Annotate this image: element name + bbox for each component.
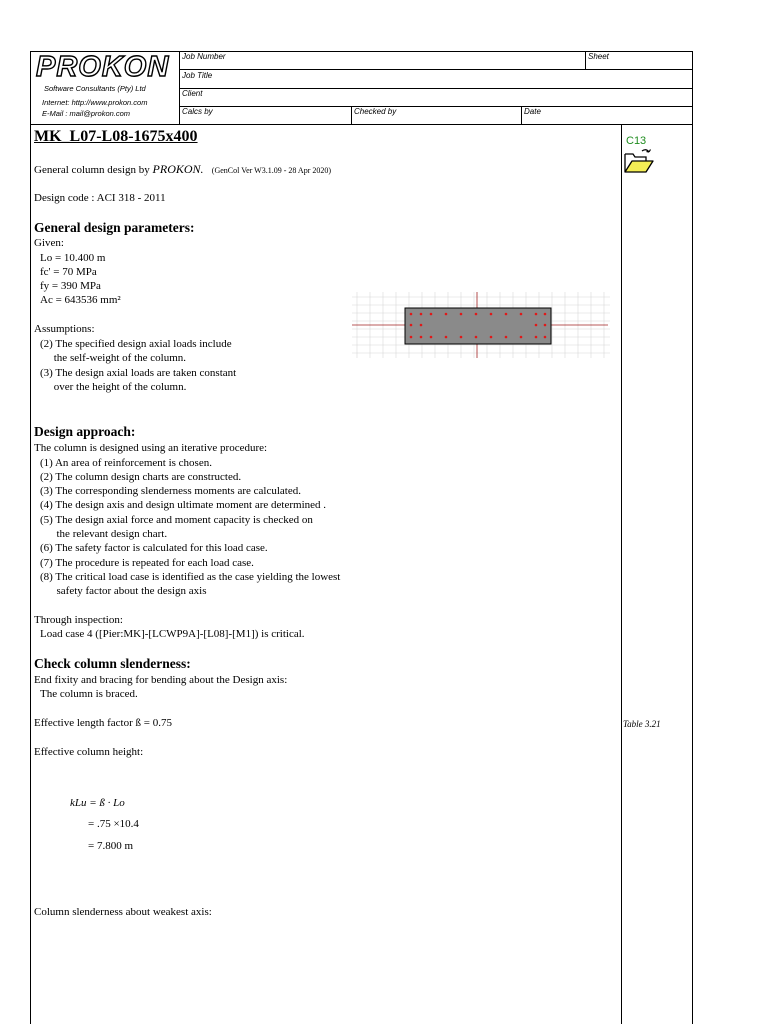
assumption-line: (3) The design axial loads are taken constant: [40, 367, 237, 379]
checked-by-label: Checked by: [354, 107, 397, 116]
prokon-logo: PROKON: [36, 51, 170, 83]
job-number-label: Job Number: [182, 52, 226, 61]
formula-result: = 7.800 m: [88, 840, 134, 852]
given-item: Lo = 10.400 m: [40, 252, 106, 264]
approach-step: (2) The column design charts are constructed.: [40, 471, 242, 483]
slenderness-heading: Check column slenderness:: [34, 656, 191, 671]
effective-height-label: Effective column height:: [34, 746, 144, 758]
company-internet: Internet: http://www.prokon.com: [42, 98, 148, 107]
approach-step: (5) The design axial force and moment capacity is checked on: [40, 514, 313, 526]
approach-step: (6) The safety factor is calculated for this load case.: [40, 542, 268, 554]
approach-step: (4) The design axis and design ultimate moment are determined .: [40, 499, 327, 511]
given-item: Ac = 643536 mm²: [40, 294, 121, 306]
inspection-label: Through inspection:: [34, 614, 123, 626]
weakest-axis-label: Column slenderness about weakest axis:: [34, 906, 212, 918]
intro-line: General column design by PROKON. (GenCol Ver W3.1.09 - 28 Apr 2020): [34, 162, 332, 176]
date-label: Date: [524, 107, 541, 116]
given-item: fc' = 70 MPa: [40, 266, 97, 278]
assumption-line: (2) The specified design axial loads include: [40, 338, 232, 350]
critical-load-case: Load case 4 ([Pier:MK]-[LCWP9A]-[L08]-[M1]) is critical.: [40, 628, 305, 640]
effective-length-factor: Effective length factor ß = 0.75: [34, 717, 172, 729]
calc-code: C13: [626, 135, 647, 147]
approach-step: the relevant design chart.: [40, 528, 168, 540]
assumptions-label: Assumptions:: [34, 323, 95, 335]
assumption-line: the self-weight of the column.: [40, 352, 187, 364]
sheet-label: Sheet: [588, 52, 609, 61]
given-item: fy = 390 MPa: [40, 280, 101, 292]
client-label: Client: [182, 89, 203, 98]
folder-open-icon[interactable]: [624, 148, 654, 174]
company-name: Software Consultants (Pty) Ltd: [44, 84, 146, 93]
approach-step: (7) The procedure is repeated for each load case.: [40, 557, 254, 569]
table-reference: Table 3.21: [623, 719, 661, 729]
design-code: Design code : ACI 318 - 2011: [34, 192, 166, 204]
approach-step: (1) An area of reinforcement is chosen.: [40, 457, 212, 469]
approach-step: safety factor about the design axis: [40, 585, 207, 597]
approach-intro: The column is designed using an iterative procedure:: [34, 442, 268, 454]
fixity-text: End fixity and bracing for bending about the Design axis:: [34, 674, 288, 686]
formula-substitution: = .75 ×10.4: [88, 818, 139, 830]
params-heading: General design parameters:: [34, 220, 195, 235]
company-email: E-Mail : mail@prokon.com: [42, 109, 131, 118]
assumption-line: over the height of the column.: [40, 381, 187, 393]
page-title: MK_L07-L08-1675x400: [34, 128, 198, 145]
job-title-label: Job Title: [182, 71, 213, 80]
approach-step: (3) The corresponding slenderness moments are calculated.: [40, 485, 301, 497]
given-label: Given:: [34, 237, 64, 249]
column-section-diagram: [352, 292, 610, 358]
braced-text: The column is braced.: [40, 688, 138, 700]
approach-step: (8) The critical load case is identified as the case yielding the lowest: [40, 571, 341, 583]
formula-klu: kLu = ß · Lo: [70, 797, 125, 809]
calcs-by-label: Calcs by: [182, 107, 213, 116]
approach-heading: Design approach:: [34, 424, 136, 439]
